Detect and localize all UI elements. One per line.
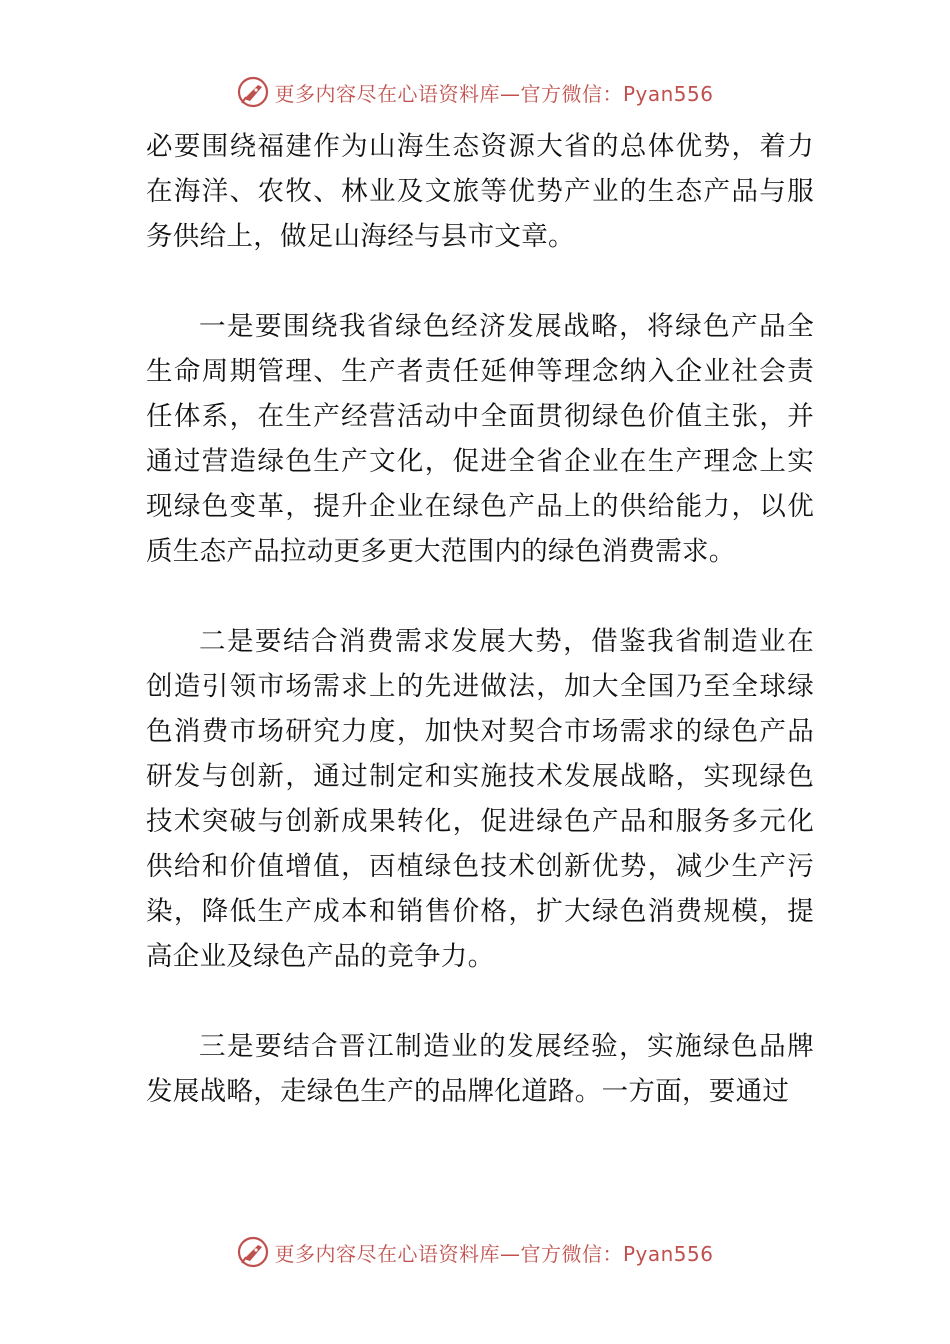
header-banner: [0, 72, 950, 112]
paragraph: 一是要围绕我省绿色经济发展战略，将绿色产品全生命周期管理、生产者责任延伸等理念纳入企业社会责任体系，在生产经营活动中全面贯彻绿色价值主张，并通过营造绿色生产文化，促进全省企业在生产理念上实现绿色变革，提升企业在绿色产品上的供给能力，以优质生态产品拉动更多更大范围内的绿色消费需求。: [146, 311, 814, 567]
pen-nib-circle-icon: [236, 1235, 270, 1269]
paragraph: 二是要结合消费需求发展大势，借鉴我省制造业在创造引领市场需求上的先进做法，加大全国乃至全球绿色消费市场研究力度，加快对契合市场需求的绿色产品研发与创新，通过制定和实施技术发展战略，实现绿色技术突破与创新成果转化，促进绿色产品和服务多元化供给和价值增值，㐁植绿色技术创新优势，减少生产污染，降低生产成本和销售价格，扩大绿色消费规模，提高企业及绿色产品的竞争力。: [146, 626, 814, 972]
document-body: [146, 124, 814, 1114]
paragraph: 三是要结合晋江制造业的发展经验，实施绿色品牌发展战略，走绿色生产的品牌化道路。一方面，要通过: [146, 1031, 814, 1107]
footer-banner: [0, 1232, 950, 1272]
banner-text: 更多内容尽在心语资料库—官方微信：Pyan556: [274, 1241, 714, 1266]
banner-text: 更多内容尽在心语资料库—官方微信：Pyan556: [274, 81, 714, 106]
paragraph: 必要围绕福建作为山海生态资源大省的总体优势，着力在海洋、农牧、林业及文旅等优势产业的生态产品与服务供给上，做足山海经与县市文章。: [146, 131, 814, 252]
pen-nib-circle-icon: [236, 75, 270, 109]
